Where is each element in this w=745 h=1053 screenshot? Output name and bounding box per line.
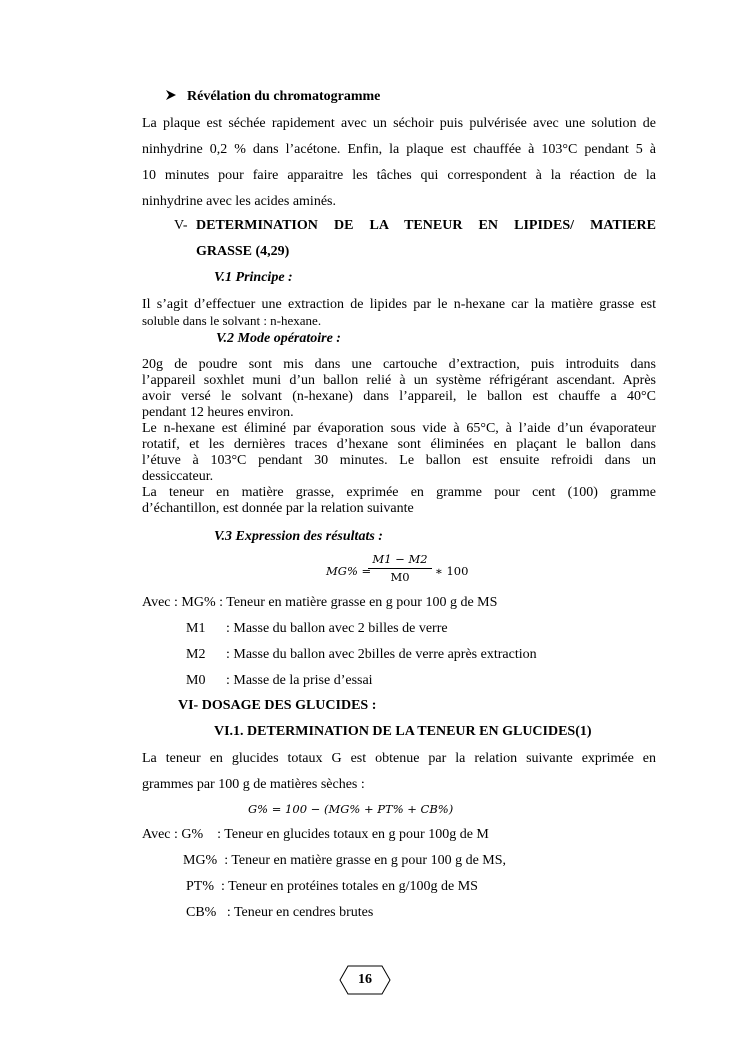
formula-mg-lhs: MG% = — [326, 564, 372, 578]
mode-operatoire-heading: V.2 Mode opératoire : — [216, 331, 341, 346]
legend-item: M2 : Masse du ballon avec 2billes de verre après extraction — [186, 647, 537, 662]
page-number-badge — [337, 963, 393, 997]
formula-g: G% = 100 − (MG% + PT% + CB%) — [248, 802, 454, 816]
revelation-heading: Révélation du chromatogramme — [165, 84, 380, 110]
legend-item: M1 : Masse du ballon avec 2 billes de verre — [186, 621, 448, 636]
arrow-bullet-icon — [165, 84, 187, 110]
legend-item: M0 : Masse de la prise d’essai — [186, 673, 373, 688]
formula-numerator: M1 − M2 — [368, 552, 432, 569]
formula-mg-rhs: ∗ 100 — [435, 564, 469, 578]
formula-mg-fraction — [368, 552, 432, 585]
expression-heading: V.3 Expression des résultats : — [214, 529, 383, 544]
glucides-paragraph: La teneur en glucides totaux G est obtenue par la relation suivante exprimée en grammes par 100 g de matières sèches : — [142, 751, 656, 792]
principe-heading: V.1 Principe : — [214, 270, 293, 285]
legend-item: MG% : Teneur en matière grasse en g pour 100 g de MS, — [183, 853, 507, 868]
page-number: 16 — [358, 972, 372, 987]
section-5-title-line2: GRASSE (4,29) — [196, 244, 290, 259]
principe-paragraph: Il s’agit d’effectuer une extraction de lipides par le n-hexane car la matière grasse est soluble dans le solvant : n-hexane. — [142, 297, 656, 328]
formula-denominator: M0 — [390, 570, 410, 584]
section-5-title: V- DETERMINATION DE LA TENEUR EN LIPIDES/ MATIERE — [174, 218, 656, 233]
revelation-paragraph: La plaque est séchée rapidement avec un séchoir puis pulvérisée avec une solution de ninhydrine 0,2 % dans l’acétone. Enfin, la plaque est chauffée à 103°C pendant 5 à 10 minutes pour faire apparaitre les tâches qui correspondent à la réaction de la ninhydrine avec les acides aminés. — [142, 116, 656, 209]
legend-item: CB% : Teneur en cendres brutes — [186, 905, 374, 920]
mg-legend-intro: Avec : MG% : Teneur en matière grasse en g pour 100 g de MS — [142, 595, 498, 610]
legend-item: PT% : Teneur en protéines totales en g/100g de MS — [186, 879, 478, 894]
section-6-1-heading: VI.1. DETERMINATION DE LA TENEUR EN GLUCIDES(1) — [214, 724, 592, 739]
section-6-heading: VI- DOSAGE DES GLUCIDES : — [178, 698, 377, 713]
g-legend-intro: Avec : G% : Teneur en glucides totaux en g pour 100g de M — [142, 827, 489, 842]
mode-operatoire-paragraph: 20g de poudre sont mis dans une cartouche d’extraction, puis introduits dans l’appareil soxhlet muni d’un ballon relié à un système réfrigérant ascendant. Après avoir versé le solvant (n-hexane) dans l’appareil, le ballon est chauffe a 40°C pendant 12 heures environ. Le n-hexane est éliminé par évaporation sous vide à 65°C, à l’aide d’un évaporateur rotatif, et les dernières traces d’hexane sont éliminées en plaçant le ballon dans l’étuve à 103°C pendant 30 minutes. Le ballon est ensuite refroidi dans un dessiccateur. La teneur en matière grasse, exprimée en gramme pour cent (100) gramme d’échantillon, est donnée par la relation suivante — [142, 357, 656, 516]
